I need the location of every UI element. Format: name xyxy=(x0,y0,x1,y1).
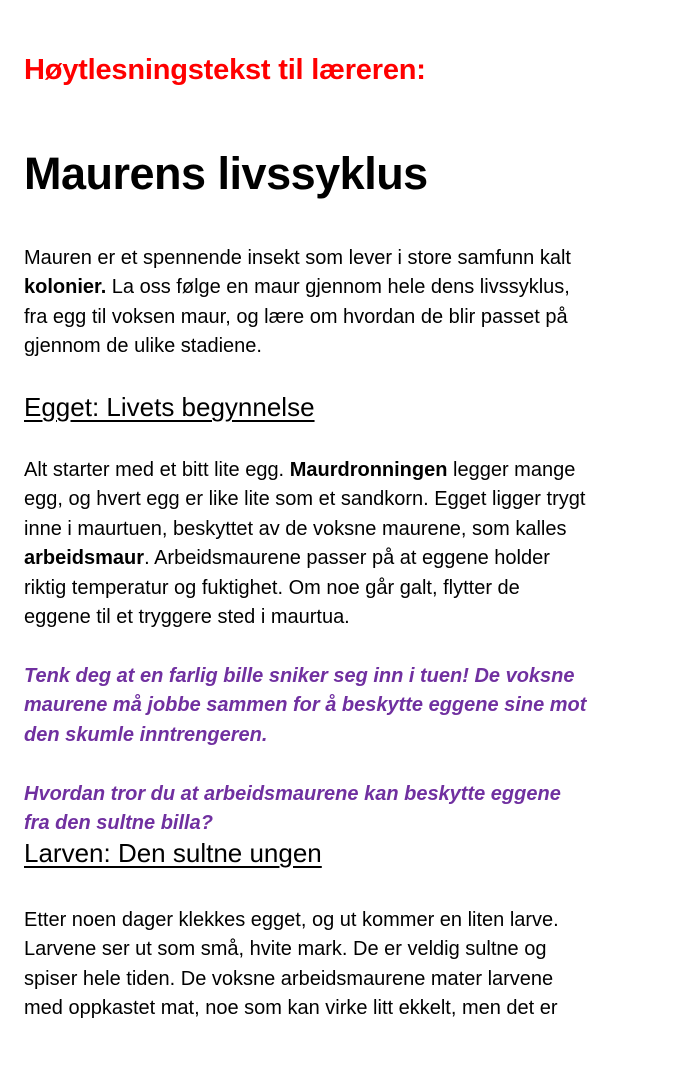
larva-line: spiser hele tiden. De voksne arbeidsmaurene mater larvene xyxy=(24,967,554,990)
bold-term-maurdronningen: Maurdronningen xyxy=(289,459,448,481)
question-line: fra den sultne billa? xyxy=(24,812,213,835)
bold-term-arbeidsmaur: arbeidsmaur xyxy=(24,547,145,570)
egg-line xyxy=(24,456,664,485)
teacher-note-heading: Høytlesningstekst til læreren: xyxy=(24,54,426,86)
larva-line: Etter noen dager klekkes egget, og ut kommer en liten larve. xyxy=(24,909,559,931)
egg-line: riktig temperatur og fuktighet. Om noe går galt, flytter de xyxy=(24,576,520,599)
egg-line-text: . Arbeidsmaurene passer på at eggene holder xyxy=(144,547,550,570)
page-title: Maurens livssyklus xyxy=(24,148,428,199)
intro-paragraph xyxy=(24,244,664,362)
intro-line-text: La oss følge en maur gjennom hele dens livssyklus, xyxy=(106,276,570,299)
larva-line: med oppkastet mat, noe som kan virke litt ekkelt, men det er xyxy=(24,997,558,1020)
egg-line xyxy=(24,544,664,573)
intro-line: gjennom de ulike stadiene. xyxy=(24,335,262,358)
story-line: den skumle inntrengeren. xyxy=(24,723,268,746)
intro-line: Mauren er et spennende insekt som lever i store samfunn kalt xyxy=(24,247,571,269)
egg-line-text: legger mange xyxy=(447,459,576,481)
intro-line xyxy=(24,273,664,302)
intro-line: fra egg til voksen maur, og lære om hvordan de blir passet på xyxy=(24,305,568,328)
bold-term-kolonier: kolonier. xyxy=(24,276,107,299)
egg-line: egg, og hvert egg er like lite som et sandkorn. Egget ligger trygt xyxy=(24,488,586,511)
egg-paragraph xyxy=(24,456,664,632)
egg-line-text: Alt starter med et bitt lite egg. xyxy=(24,459,290,481)
section-heading-larva: Larven: Den sultne ungen xyxy=(24,838,322,868)
question-line: Hvordan tror du at arbeidsmaurene kan beskytte eggene xyxy=(24,783,561,805)
egg-line: eggene til et tryggere sted i maurtua. xyxy=(24,606,350,629)
story-prompt xyxy=(24,662,674,750)
story-line: maurene må jobbe sammen for å beskytte eggene sine mot xyxy=(24,694,587,717)
larva-paragraph xyxy=(24,906,664,1024)
larva-line: Larvene ser ut som små, hvite mark. De er veldig sultne og xyxy=(24,938,547,961)
story-line: Tenk deg at en farlig bille sniker seg inn i tuen! De voksne xyxy=(24,665,575,687)
egg-line: inne i maurtuen, beskyttet av de voksne maurene, som kalles xyxy=(24,517,567,540)
section-heading-egg: Egget: Livets begynnelse xyxy=(24,392,315,422)
discussion-question xyxy=(24,780,674,839)
